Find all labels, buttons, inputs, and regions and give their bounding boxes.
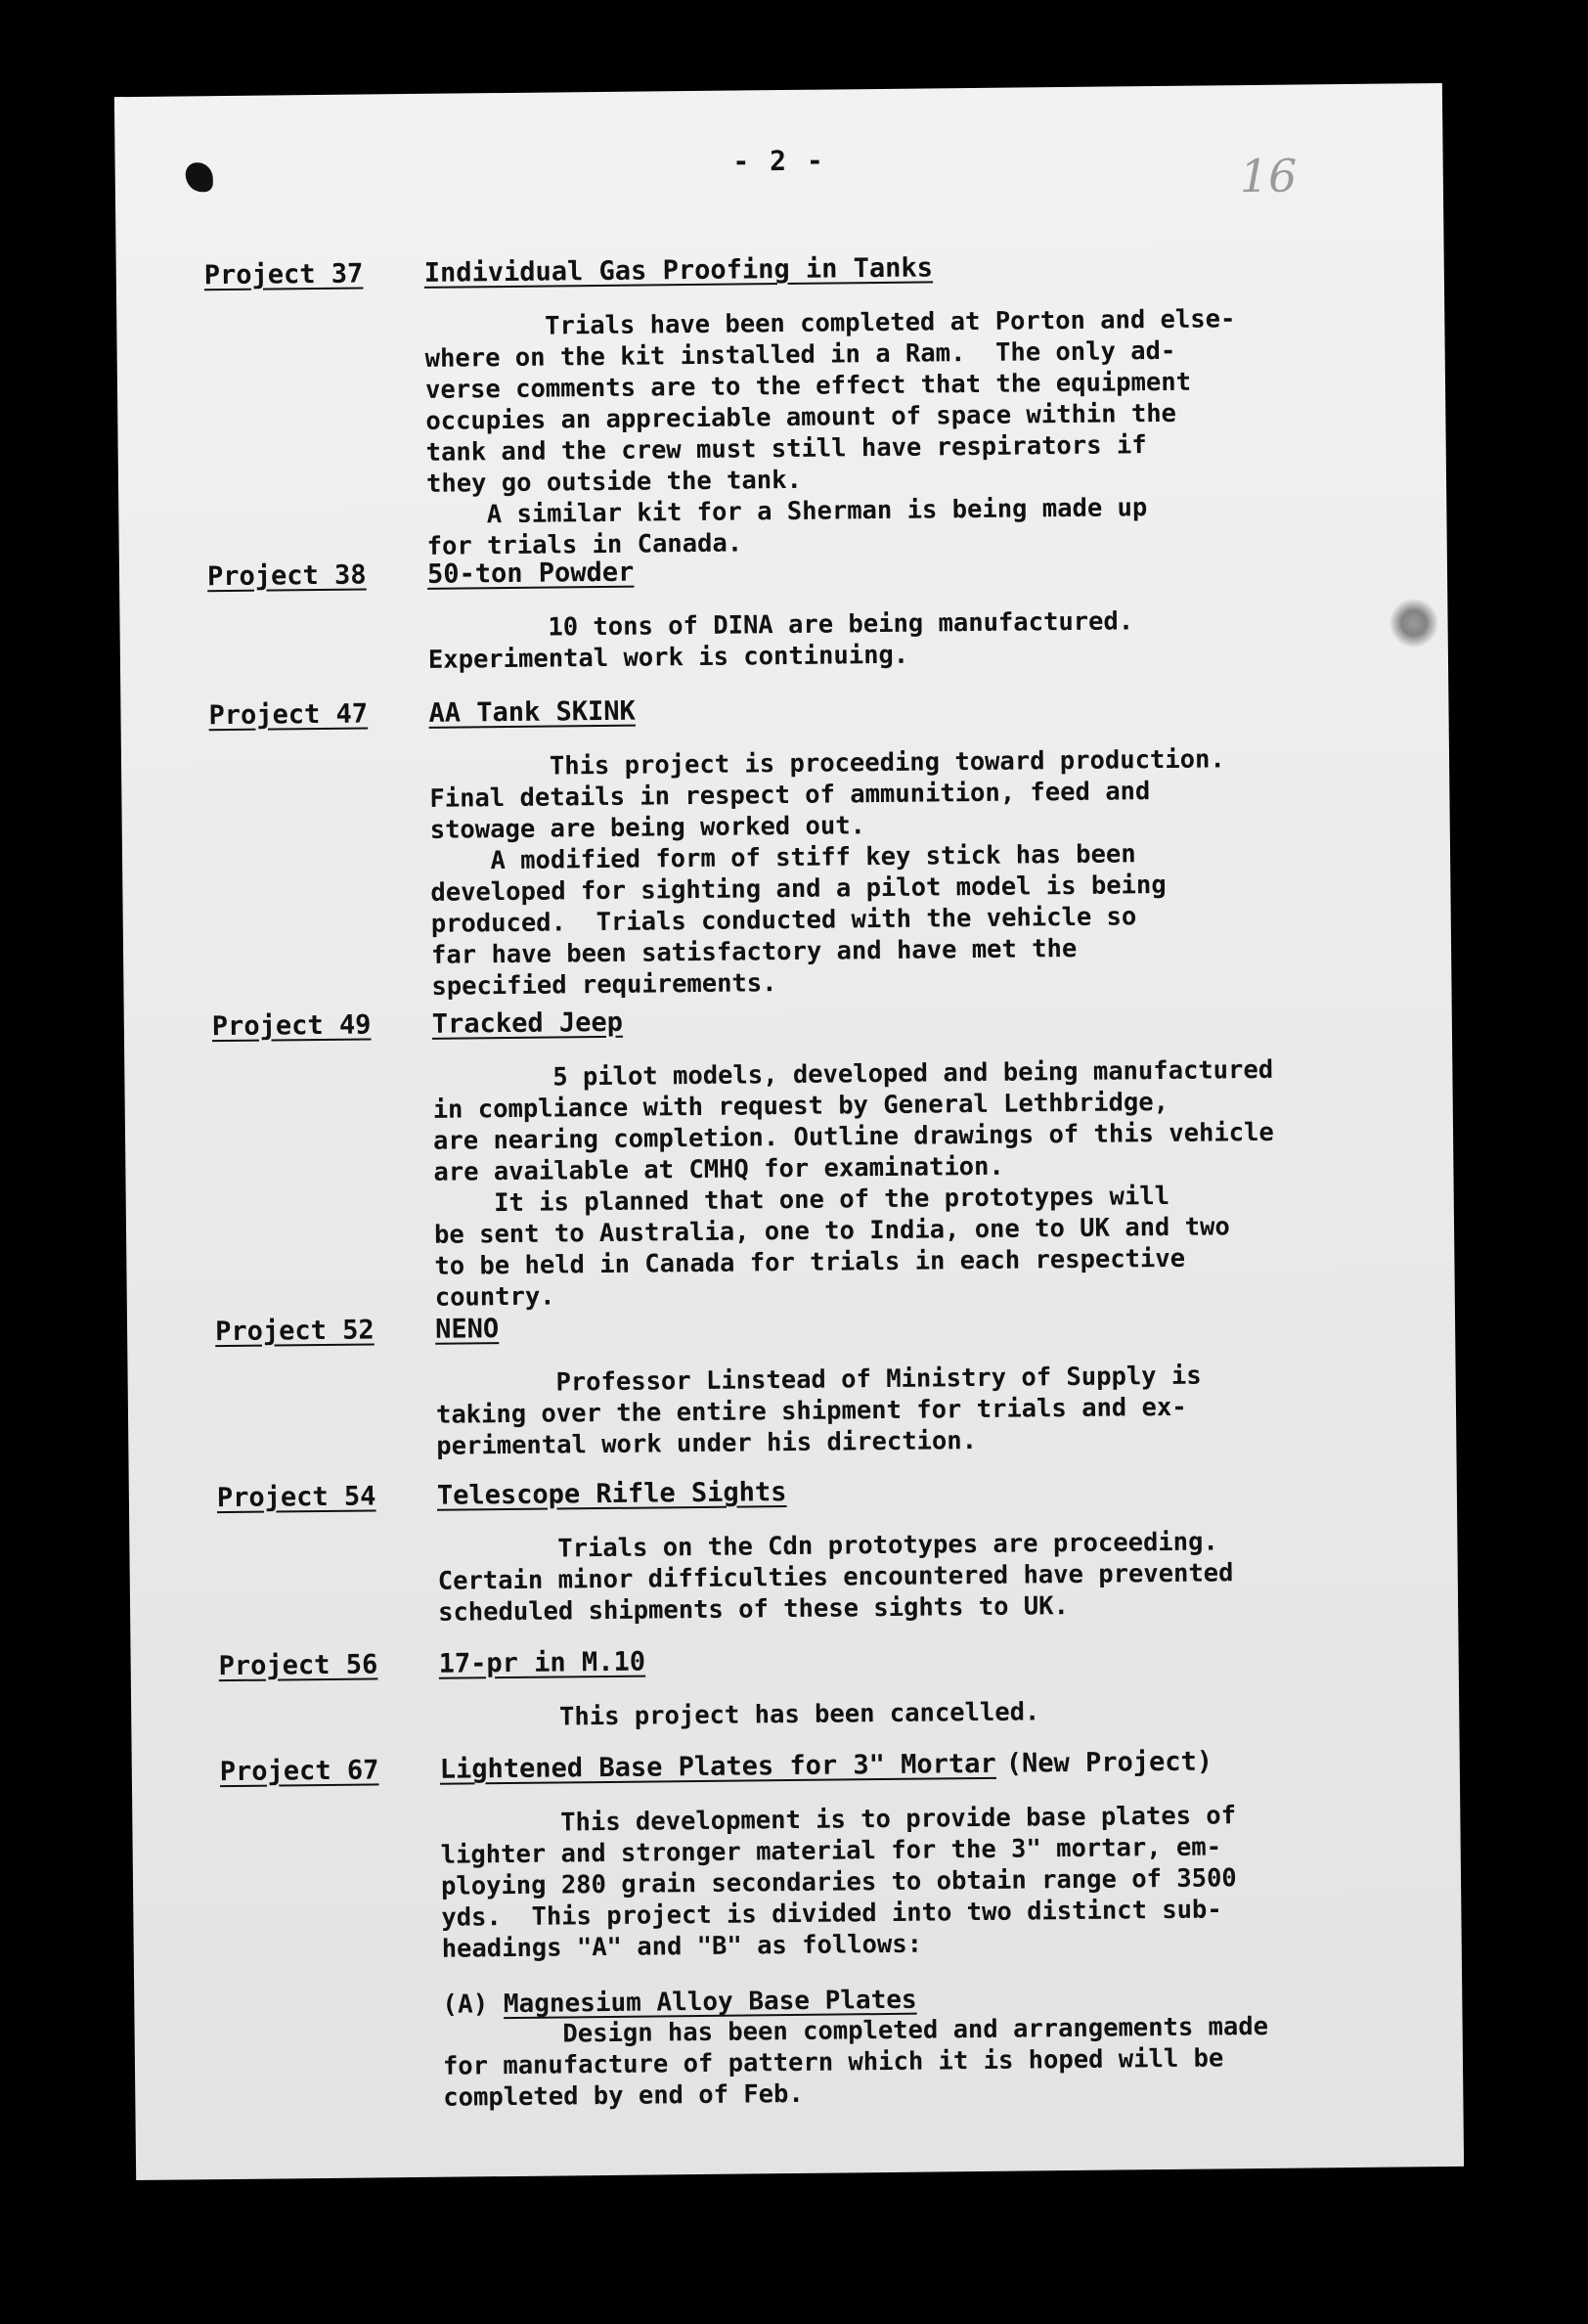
project-content (435, 1305, 1376, 1462)
project-label: Project 38 (206, 559, 367, 593)
project-content (439, 1639, 1379, 1734)
project-paragraph: 5 pilot models, developed and being manufactured in compliance with request by General Lethbridge, are nearing completion. Outline drawings of this vehicle are available at CMHQ for examination. (432, 1054, 1274, 1187)
project-section-56 (131, 1638, 1459, 1733)
project-content (440, 1745, 1383, 2114)
project-paragraph: It is planned that one of the prototypes will be sent to Australia, one to India, one to UK and two to be held in Canada for trials in each respective country. (433, 1181, 1230, 1313)
project-paragraph: Trials on the Cdn prototypes are proceeding. Certain minor difficulties encountered have prevented scheduled shipments of these sights to UK. (437, 1527, 1234, 1628)
sub-heading-prefix: (A) (442, 1989, 489, 2020)
project-paragraph: A modified form of stiff key stick has been developed for sighting and a pilot model is being produced. Trials conducted with the vehicle so far have been satisfactory and have met the specified requirements. (429, 839, 1167, 1002)
project-section-49 (124, 999, 1452, 1313)
project-label: Project 49 (211, 1009, 372, 1043)
project-heading: Individual Gas Proofing in Tanks (423, 252, 934, 289)
sub-heading-title: Magnesium Alloy Base Plates (503, 1985, 917, 2020)
project-paragraph: Trials have been completed at Porton and else- where on the kit installed in a Ram. The only ad- verse comments are to the effect that the equipment occupies an appreciable amount of space within the tank and the crew must still have respirators if they go outside the tank. (424, 304, 1236, 499)
project-paragraph: This development is to provide base plates of lighter and stronger material for the 3" mortar, em- ploying 280 grain secondaries to obtain range of 3500 yds. This project is divided into two distinct sub- headings "A" and "B" as follows: (440, 1801, 1237, 1964)
sub-paragraph: Design has been completed and arrangements made for manufacture of pattern which it is hoped will be completed by end of Feb. (442, 2011, 1269, 2113)
project-paragraph: This project has been cancelled. (439, 1697, 1040, 1733)
project-section-67 (132, 1744, 1460, 2113)
project-content (437, 1471, 1378, 1629)
project-paragraph: A similar kit for a Sherman is being made up for trials in Canada. (426, 493, 1148, 561)
project-section-47 (120, 688, 1448, 1002)
project-paragraph: This project is proceeding toward production. Final details in respect of ammunition, feed and stowage are being worked out. (428, 744, 1225, 845)
project-label: Project 67 (219, 1755, 379, 1788)
project-heading (440, 1745, 1379, 1785)
project-content (427, 550, 1367, 676)
project-paragraph: 10 tons of DINA are being manufactured. Experimental work is continuing. (427, 606, 1134, 675)
project-heading: Telescope Rifle Sights (436, 1477, 787, 1511)
project-heading-note: (New Project) (1005, 1746, 1213, 1779)
project-paragraph: Professor Linstead of Ministry of Supply is taking over the entire shipment for trials and ex- perimental work under his direction. (435, 1361, 1202, 1461)
project-label: Project 37 (203, 258, 364, 291)
project-content (424, 248, 1366, 562)
project-label: Project 56 (218, 1649, 378, 1682)
project-heading: Tracked Jeep (431, 1006, 624, 1040)
page-number: - 2 - (732, 144, 825, 178)
project-heading: 17-pr in M.10 (438, 1646, 646, 1679)
project-content (428, 689, 1370, 1003)
project-label: Project 47 (208, 698, 369, 732)
project-section-54 (129, 1470, 1457, 1628)
project-heading: NENO (434, 1314, 500, 1345)
project-content (432, 1000, 1374, 1314)
edge-smudge-mark (1389, 599, 1439, 648)
project-heading: AA Tank SKINK (428, 695, 636, 729)
project-section-37 (116, 247, 1444, 561)
project-label: Project 54 (216, 1481, 376, 1514)
handwritten-page-mark: 16 (1239, 149, 1298, 203)
project-label: Project 52 (214, 1315, 375, 1348)
project-heading-text: Lightened Base Plates for 3" Mortar (439, 1748, 996, 1785)
project-heading: 50-ton Powder (426, 557, 635, 590)
document-page (114, 83, 1464, 2180)
